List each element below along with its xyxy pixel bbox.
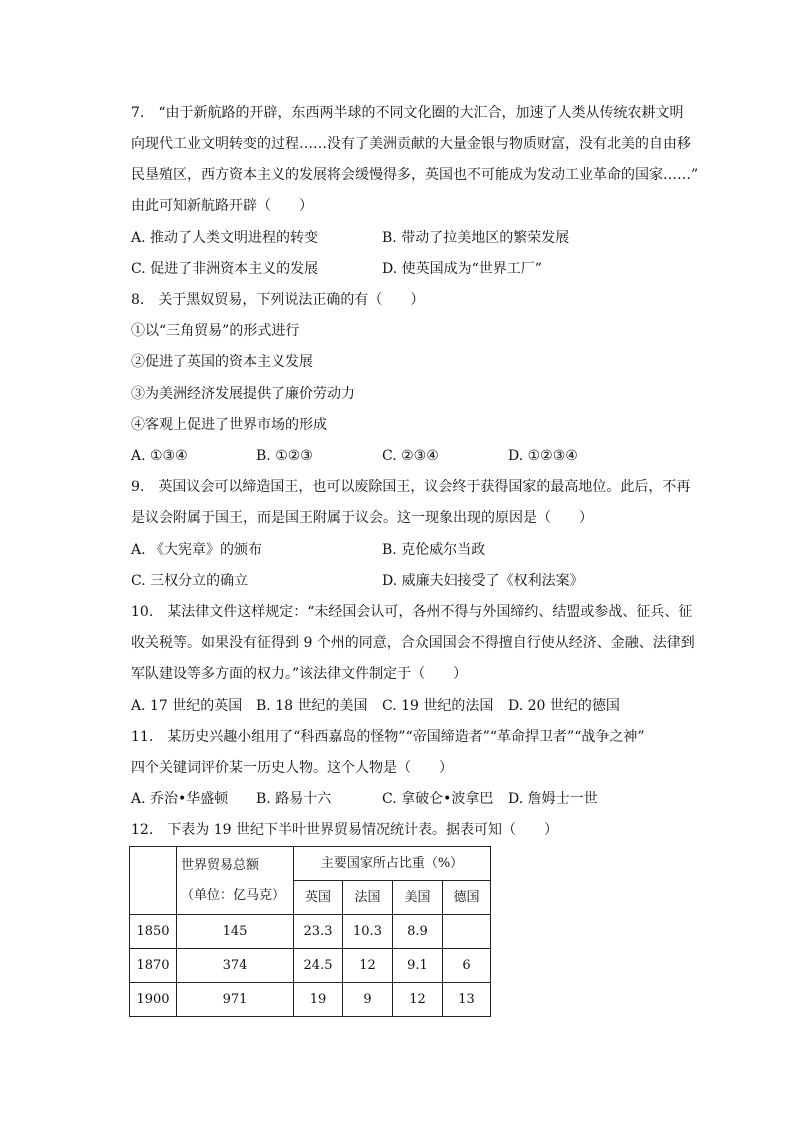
table-country-header: 美国 xyxy=(393,881,443,915)
table-share-cell xyxy=(443,915,491,949)
q11-option-d[interactable]: D. 詹姆士一世 xyxy=(508,791,598,807)
table-row xyxy=(130,983,491,1017)
table-total-header-line-2: （单位：亿马克） xyxy=(181,887,286,903)
q8-statement-1: ①以“三角贸易”的形式进行 xyxy=(131,323,300,339)
q11-stem-line-2: 四个关键词评价某一历史人物。这个人物是（ ） xyxy=(131,760,453,776)
q9-stem-line-1: 9. 英国议会可以缔造国王，也可以废除国王，议会终于获得国家的最高地位。此后，不再 xyxy=(131,479,691,495)
q8-statement-4: ④客观上促进了世界市场的形成 xyxy=(131,417,327,433)
table-header-row-1 xyxy=(130,847,491,881)
q7-option-b[interactable]: B. 带动了拉美地区的繁荣发展 xyxy=(382,230,570,246)
table-share-cell: 12 xyxy=(393,983,443,1017)
q7-stem-line-2: 向现代工业文明转变的过程……没有了美洲贡献的大量金银与物质财富，没有北美的自由移 xyxy=(131,136,691,152)
q7-option-d[interactable]: D. 使英国成为“世界工厂” xyxy=(382,261,542,277)
q8-option-a[interactable]: A. ①③④ xyxy=(131,448,188,464)
q9-option-b[interactable]: B. 克伦威尔当政 xyxy=(382,542,486,558)
table-country-header: 法国 xyxy=(343,881,393,915)
q7-stem-line-4: 由此可知新航路开辟（ ） xyxy=(131,198,313,214)
q10-option-c[interactable]: C. 19 世纪的法国 xyxy=(382,698,494,714)
q7-stem-line-3: 民垦殖区，西方资本主义的发展将会缓慢得多，英国也不可能成为发动工业革命的国家……” xyxy=(131,167,699,183)
q10-stem-line-3: 军队建设等多方面的权力。”该法律文件制定于（ ） xyxy=(131,666,468,682)
q10-stem-line-2: 收关税等。如果没有征得到 9 个州的同意，合众国国会不得擅自行使从经济、金融、法律到 xyxy=(131,635,695,651)
table-share-cell: 10.3 xyxy=(343,915,393,949)
table-total-header-line-1: 世界贸易总额 xyxy=(181,857,260,873)
table-country-header: 英国 xyxy=(294,881,343,915)
q10-option-a[interactable]: A. 17 世纪的英国 xyxy=(131,698,243,714)
world-trade-table xyxy=(129,846,491,1017)
table-share-cell: 19 xyxy=(294,983,343,1017)
table-total-header xyxy=(177,847,294,915)
q11-option-a[interactable]: A. 乔治•华盛顿 xyxy=(131,791,229,807)
table-share-cell: 6 xyxy=(443,949,491,983)
table-total-cell: 145 xyxy=(177,915,294,949)
q9-option-a[interactable]: A. 《大宪章》的颁布 xyxy=(131,542,263,558)
q9-stem-line-2: 是议会附属于国王，而是国王附属于议会。这一现象出现的原因是（ ） xyxy=(131,510,593,526)
table-share-cell: 12 xyxy=(343,949,393,983)
table-share-cell: 9 xyxy=(343,983,393,1017)
q9-option-d[interactable]: D. 威廉夫妇接受了《权利法案》 xyxy=(382,573,584,589)
table-share-cell: 8.9 xyxy=(393,915,443,949)
q11-option-c[interactable]: C. 拿破仑•波拿巴 xyxy=(382,791,494,807)
table-row xyxy=(130,949,491,983)
table-country-header: 德国 xyxy=(443,881,491,915)
table-share-header: 主要国家所占比重（%） xyxy=(294,847,491,881)
q10-stem-line-1: 10. 某法律文件这样规定：“未经国会认可，各州不得与外国缔约、结盟或参战、征兵、征 xyxy=(131,604,693,620)
q9-option-c[interactable]: C. 三权分立的确立 xyxy=(131,573,249,589)
table-year-cell: 1850 xyxy=(130,915,177,949)
q8-option-c[interactable]: C. ②③④ xyxy=(382,448,439,464)
q8-statement-3: ③为美洲经济发展提供了廉价劳动力 xyxy=(131,386,355,402)
table-share-cell: 9.1 xyxy=(393,949,443,983)
q8-statement-2: ②促进了英国的资本主义发展 xyxy=(131,354,313,370)
table-total-cell: 971 xyxy=(177,983,294,1017)
q10-option-b[interactable]: B. 18 世纪的美国 xyxy=(256,698,368,714)
table-year-cell: 1870 xyxy=(130,949,177,983)
q7-stem-line-1: 7. “由于新航路的开辟，东西两半球的不同文化圈的大汇合，加速了人类从传统农耕文明 xyxy=(131,105,684,121)
table-share-cell: 13 xyxy=(443,983,491,1017)
table-share-cell: 23.3 xyxy=(294,915,343,949)
q8-option-d[interactable]: D. ①②③④ xyxy=(508,448,578,464)
q7-option-c[interactable]: C. 促进了非洲资本主义的发展 xyxy=(131,261,319,277)
table-total-cell: 374 xyxy=(177,949,294,983)
q11-stem-line-1: 11. 某历史兴趣小组用了“科西嘉岛的怪物”“帝国缔造者”“革命捍卫者”“战争之神” xyxy=(131,729,645,745)
q11-option-b[interactable]: B. 路易十六 xyxy=(256,791,332,807)
table-row xyxy=(130,915,491,949)
table-year-cell: 1900 xyxy=(130,983,177,1017)
q8-stem: 8. 关于黑奴贸易，下列说法正确的有（ ） xyxy=(131,292,425,308)
q12-stem: 12. 下表为 19 世纪下半叶世界贸易情况统计表。据表可知（ ） xyxy=(131,822,558,838)
table-share-cell: 24.5 xyxy=(294,949,343,983)
q7-option-a[interactable]: A. 推动了人类文明进程的转变 xyxy=(131,230,319,246)
q8-option-b[interactable]: B. ①②③ xyxy=(256,448,313,464)
table-corner-cell xyxy=(130,847,177,915)
q10-option-d[interactable]: D. 20 世纪的德国 xyxy=(508,698,620,714)
